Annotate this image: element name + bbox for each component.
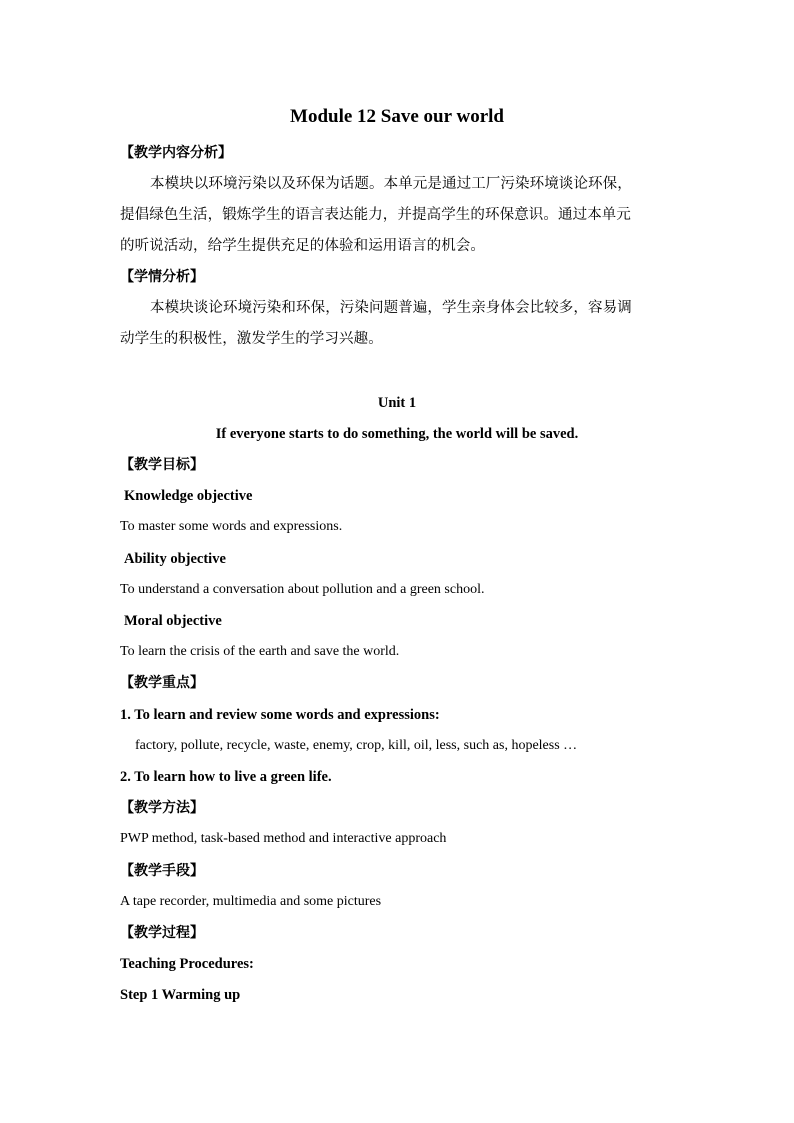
means-text: A tape recorder, multimedia and some pictures: [120, 894, 382, 909]
key-words-list: factory, pollute, recycle, waste, enemy, crop, kill, oil, less, such as, hopeless …: [135, 738, 578, 753]
content-analysis-line-3: 的听说活动，给学生提供充足的体验和运用语言的机会。: [120, 238, 485, 254]
key-point-1: 1. To learn and review some words and expressions:: [120, 707, 440, 723]
unit-label: Unit 1: [377, 395, 417, 411]
process-heading: 【教学过程】: [120, 925, 204, 941]
content-analysis-line-2: 提倡绿色生活，锻炼学生的语言表达能力，并提高学生的环保意识。通过本单元: [120, 207, 631, 223]
page-title: Module 12 Save our world: [290, 106, 504, 127]
knowledge-objective-text: To master some words and expressions.: [120, 519, 343, 534]
moral-objective-label: Moral objective: [124, 613, 222, 629]
learner-analysis-line-1: 本模块谈论环境污染和环保，污染问题普遍，学生亲身体会比较多，容易调: [150, 300, 632, 316]
methods-heading: 【教学方法】: [120, 800, 204, 816]
unit-subtitle: If everyone starts to do something, the world will be saved.: [215, 426, 579, 442]
key-points-heading: 【教学重点】: [120, 675, 204, 691]
learner-analysis-heading: 【学情分析】: [120, 269, 204, 285]
means-heading: 【教学手段】: [120, 863, 204, 879]
learner-analysis-line-2: 动学生的积极性，激发学生的学习兴趣。: [120, 331, 383, 347]
ability-objective-text: To understand a conversation about pollution and a green school.: [120, 582, 485, 597]
ability-objective-label: Ability objective: [124, 551, 226, 567]
key-point-2: 2. To learn how to live a green life.: [120, 769, 332, 785]
content-analysis-line-1: 本模块以环境污染以及环保为话题。本单元是通过工厂污染环境谈论环保，: [150, 176, 632, 192]
content-analysis-heading: 【教学内容分析】: [120, 145, 232, 161]
moral-objective-text: To learn the crisis of the earth and save the world.: [120, 644, 400, 659]
teaching-procedures-label: Teaching Procedures:: [120, 956, 254, 972]
step-1-label: Step 1 Warming up: [120, 987, 241, 1003]
knowledge-objective-label: Knowledge objective: [124, 488, 253, 504]
objectives-heading: 【教学目标】: [120, 457, 204, 473]
methods-text: PWP method, task-based method and interactive approach: [120, 831, 447, 846]
